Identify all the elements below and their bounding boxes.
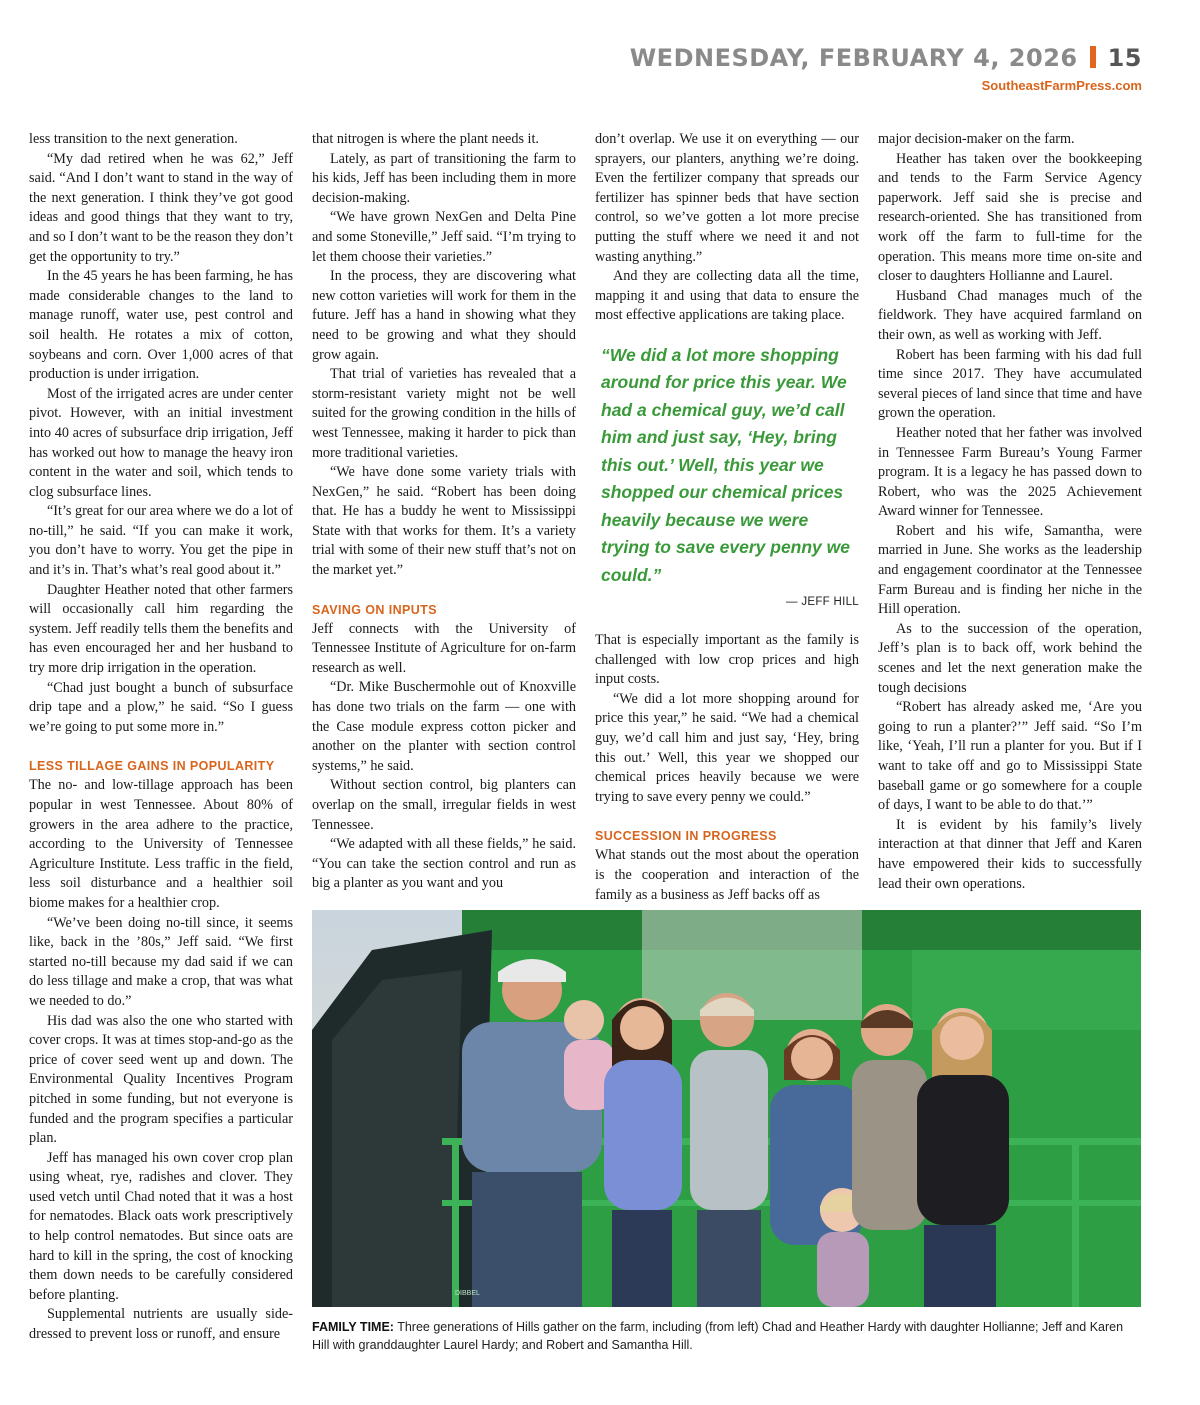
jeans bbox=[924, 1225, 996, 1307]
paragraph: Husband Chad manages much of the fieldwork. They have acquired farmland on their own, as well as working with Jeff. bbox=[878, 287, 1142, 343]
paragraph: Lately, as part of transitioning the farm to his kids, Jeff has been including them in more decision-making. bbox=[312, 150, 576, 206]
paragraph: Robert and his wife, Samantha, were married in June. She works as the leadership and engagement coordinator at the Tennessee Farm Bureau and is finding her niche in the Hill operation. bbox=[878, 522, 1142, 618]
paragraph: His dad was also the one who started with cover crops. It was at times stop-and-go as the price of cover seed went up and down. The Environmental Quality Incentives Program pitched in some funding, but not everyone is funded and the program specifies a particular plan. bbox=[29, 1012, 293, 1147]
paragraph: “Dr. Mike Buschermohle out of Knoxville has done two trials on the farm — one with the Case module express cotton picker and another on the planter with section control systems,” he said. bbox=[312, 679, 576, 774]
face bbox=[620, 1006, 664, 1050]
face bbox=[940, 1016, 984, 1060]
paragraph: Heather has taken over the bookkeeping and tends to the Farm Service Agency paperwork. Jeff said she is precise and research-oriented. She has transitioned from work off the farm to full-time for the operation. This means more time on-site and closer to daughters Hollianne and Laurel. bbox=[878, 150, 1142, 285]
section-heading: SUCCESSION IN PROGRESS bbox=[595, 829, 777, 844]
jeans bbox=[697, 1210, 761, 1307]
paragraph: “Robert has already asked me, ‘Are you going to run a planter?’” Jeff said. “So I’m like, ‘Yeah, I’ll run a planter for you. But if I want to take off and go to Mississippi State baseball game or go somewhere for a couple of days, I want to be able to do that.’” bbox=[878, 699, 1142, 814]
face bbox=[791, 1037, 833, 1079]
equipment-label: DIBBEL bbox=[455, 1290, 480, 1297]
section-heading: LESS TILLAGE GAINS IN POPULARITY bbox=[29, 759, 275, 774]
paragraph: It is evident by his family’s lively interaction at that dinner that Jeff and Karen have empowered their kids to successfully lead their own operations. bbox=[878, 816, 1142, 892]
mesh-panel bbox=[642, 910, 862, 1020]
article-column-4 bbox=[878, 130, 1142, 894]
person-head bbox=[564, 1000, 604, 1040]
paragraph: Robert has been farming with his dad full time since 2017. They have accumulated several pieces of land since that time and have grown the operation. bbox=[878, 346, 1142, 422]
paragraph: that nitrogen is where the plant needs it. bbox=[312, 131, 539, 147]
site-url[interactable]: SoutheastFarmPress.com bbox=[981, 78, 1142, 93]
jeans bbox=[612, 1210, 672, 1307]
paragraph: Supplemental nutrients are usually side-dressed to prevent loss or runoff, and ensure bbox=[29, 1306, 293, 1343]
photo-caption bbox=[312, 1318, 1141, 1354]
paragraph: And they are collecting data all the time, mapping it and using that data to ensure the most effective applications are taking place. bbox=[595, 268, 859, 324]
paragraph: major decision-maker on the farm. bbox=[878, 131, 1075, 147]
paragraph: The no- and low-tillage approach has been popular in west Tennessee. About 80% of growers in the area adhere to the practice, according to the University of Tennessee Agriculture Institute. Less traffic in the field, less soil disturbance and a healthier soil biome makes for a healthier crop. bbox=[29, 777, 293, 911]
divider-bar bbox=[1090, 46, 1096, 68]
paragraph: Jeff connects with the University of Tennessee Institute of Agriculture for on-farm research as well. bbox=[312, 620, 576, 676]
paragraph: Heather noted that her father was involved in Tennessee Farm Bureau’s Young Farmer program. It is a legacy he has passed down to Robert, who was the 2025 Achievement Award winner for Tennessee. bbox=[878, 424, 1142, 520]
paragraph: That is especially important as the family is challenged with low crop prices and high input costs. bbox=[595, 632, 859, 688]
pull-quote-attribution: — JEFF HILL bbox=[786, 596, 859, 609]
paragraph: In the 45 years he has been farming, he has made considerable changes to the land to manage runoff, water use, pest control and soil health. He rotates a mix of cotton, soybeans and corn. Over 1,000 acres of that production is under irrigation. bbox=[29, 268, 293, 383]
paragraph: As to the succession of the operation, Jeff’s plan is to back off, work behind the scenes and let the next generation make the tough decisions bbox=[878, 620, 1142, 696]
article-column-3 bbox=[595, 130, 859, 905]
paragraph: What stands out the most about the operation is the cooperation and interaction of the family as a business as Jeff backs off as bbox=[595, 847, 859, 903]
article-column-1 bbox=[29, 130, 293, 1345]
caption-text: Three generations of Hills gather on the farm, including (from left) Chad and Heather Hardy with daughter Hollianne; Jeff and Karen Hill with granddaughter Laurel Hardy; and Robert and Samantha Hill. bbox=[312, 1320, 1124, 1352]
paragraph: Jeff has managed his own cover crop plan using wheat, rye, radishes and clover. They used vetch until Chad noted that it was a host for nematodes. Black oats work prescriptively to help control nematodes. But since oats are hard to kill in the spring, the cost of knocking them down needs to be carefully considered before planting. bbox=[29, 1149, 293, 1303]
caption-label: FAMILY TIME: bbox=[312, 1320, 394, 1334]
jeans bbox=[472, 1172, 582, 1307]
pull-quote bbox=[601, 342, 859, 613]
paragraph: In the process, they are discovering what new cotton varieties will work for them in the future. Jeff has a hand in showing what they need to be growing and what they should grow again. bbox=[312, 268, 576, 363]
section-heading: SAVING ON INPUTS bbox=[312, 602, 437, 617]
rail-post bbox=[1072, 1138, 1079, 1307]
paragraph: “My dad retired when he was 62,” Jeff said. “And I don’t want to stand in the way of the next generation. I think they’ve got good ideas and good things that they want to try, and so I don’t want to be the reason they don’t get the opportunity to try.” bbox=[29, 150, 293, 265]
family-photo bbox=[312, 910, 1141, 1307]
paragraph: less transition to the next generation. bbox=[29, 131, 238, 147]
issue-date: WEDNESDAY, FEBRUARY 4, 2026 bbox=[629, 44, 1078, 72]
blue-sweater bbox=[604, 1060, 682, 1210]
paragraph: Daughter Heather noted that other farmers will occasionally call him regarding the system. Jeff readily tells them the benefits and has even encouraged her and her husband to try more drip irrigation in the operation. bbox=[29, 581, 293, 677]
page-number: 15 bbox=[1107, 44, 1142, 72]
paragraph: “We did a lot more shopping around for price this year,” he said. “We had a chemical guy, we’d call him and just say, ‘Hey, bring this out.’ Well, this year we shopped our chemical prices heavily because we were trying to save every penny we could.” bbox=[595, 690, 859, 805]
paragraph: “We’ve been doing no-till since, it seems like, back in the ’80s,” Jeff said. “We first started no-till because my dad said if we can do less tillage and make a crop, that was what we needed to do.” bbox=[29, 914, 293, 1009]
purple-top bbox=[817, 1232, 869, 1307]
paragraph: “Chad just bought a bunch of subsurface drip tape and a plow,” he said. “So I guess we’re going to put some more in.” bbox=[29, 679, 293, 735]
gray-shirt bbox=[852, 1060, 927, 1230]
paragraph: “We have grown NexGen and Delta Pine and some Stoneville,” Jeff said. “I’m trying to let them choose their varieties.” bbox=[312, 209, 576, 265]
paragraph: “It’s great for our area where we do a lot of no-till,” he said. “If you can make it work, you don’t have to worry. You get the pipe in and it’s in. That’s what’s real good about it.” bbox=[29, 503, 293, 579]
checked-shirt bbox=[690, 1050, 768, 1210]
dateline bbox=[630, 44, 1142, 72]
rail-post bbox=[452, 1138, 459, 1307]
black-top bbox=[917, 1075, 1009, 1225]
paragraph: “We have done some variety trials with NexGen,” he said. “Robert has been doing that. He has a buddy he went to Mississippi State with that works for them. It’s a variety trial with some of their new stuff that’s not on the market yet.” bbox=[312, 464, 576, 579]
pull-quote-text: “We did a lot more shopping around for price this year. We had a chemical guy, we’d call him and just say, ‘Hey, bring this out.’ Well, this year we shopped our chemical prices heavily because we were trying to save every penny we could.” bbox=[601, 344, 850, 585]
family-photo-illustration bbox=[312, 910, 1141, 1307]
masthead bbox=[630, 44, 1142, 93]
paragraph: don’t overlap. We use it on everything — our sprayers, our planters, anything we’re doing. Even the fertilizer company that spreads our fertilizer has spinner beds that have section control, so we’ve gotten a lot more precise putting the stuff where we need it and not wasting anything.” bbox=[595, 131, 859, 265]
article-column-2 bbox=[312, 130, 576, 894]
paragraph: Without section control, big planters can overlap on the small, irregular fields in west Tennessee. bbox=[312, 777, 576, 833]
paragraph: “We adapted with all these fields,” he said. “You can take the section control and run as big a planter as you want and you bbox=[312, 836, 576, 892]
paragraph: Most of the irrigated acres are under center pivot. However, with an initial investment into 40 acres of subsurface drip irrigation, Jeff has worked out how to manage the heavy iron content in the water and soil, which tends to clog subsurface lines. bbox=[29, 385, 293, 500]
paragraph: That trial of varieties has revealed that a storm-resistant variety might not be well suited for the growing condition in the hills of west Tennessee, making it harder to pick than more traditional varieties. bbox=[312, 366, 576, 461]
